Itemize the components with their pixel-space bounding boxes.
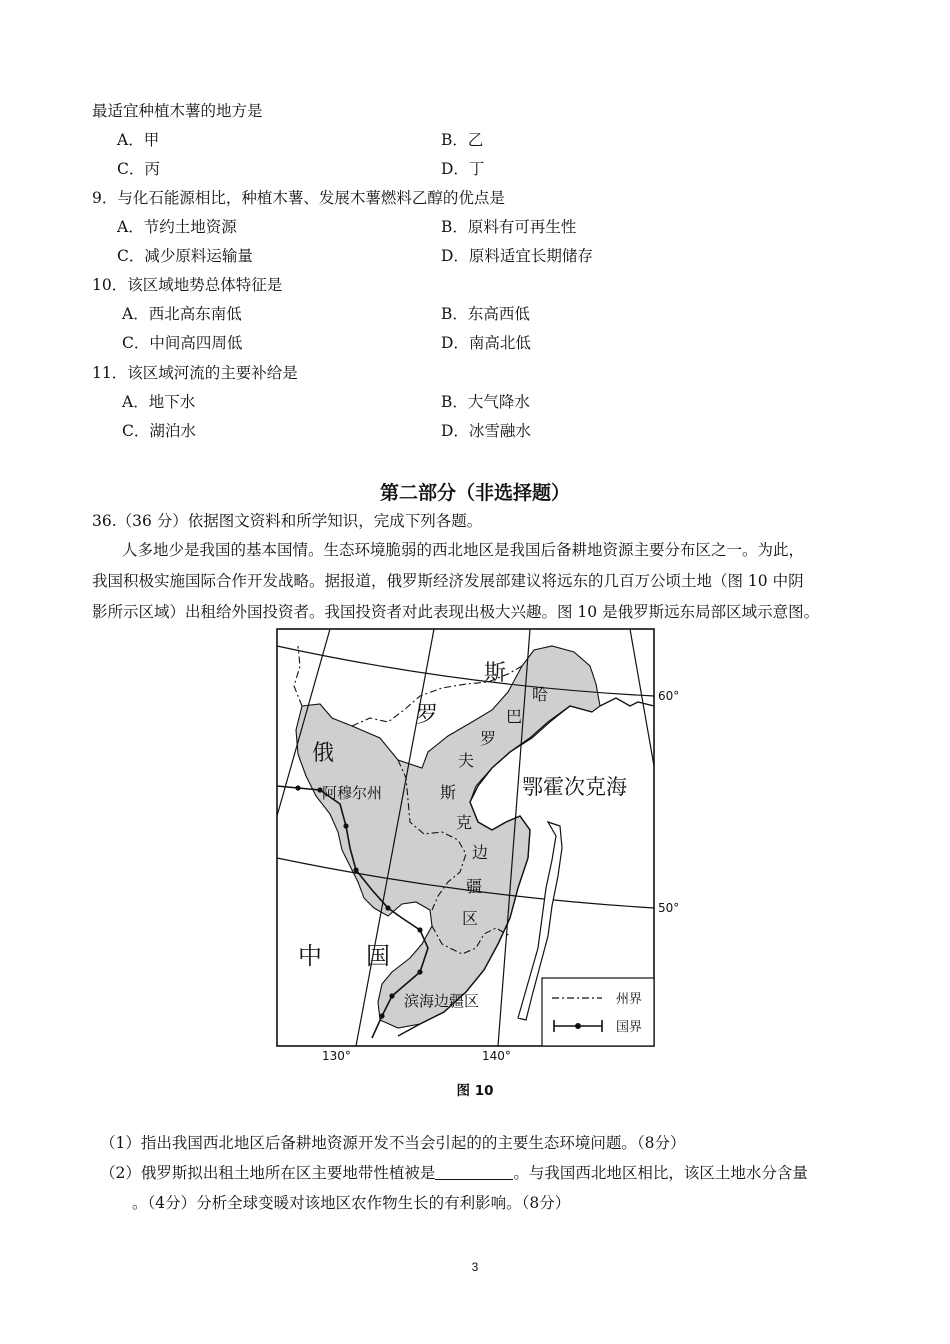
q11-option-a: A．地下水 (122, 393, 196, 411)
label-khabarovsk-7: 边 (472, 843, 489, 862)
label-khabarovsk-2: 巴 (506, 707, 523, 726)
q9-option-a: A．节约土地资源 (117, 218, 237, 236)
subquestion-1: （1）指出我国西北地区后备耕地资源开发不当会引起的的主要生态环境问题。（8分） (100, 1134, 686, 1152)
subquestion-2-line-1 (100, 1162, 808, 1184)
coastline-north (600, 698, 654, 706)
legend-state-border-label: 州界 (616, 992, 643, 1007)
label-khabarovsk-5: 斯 (440, 783, 457, 802)
q11-option-c: C．湖泊水 (122, 422, 196, 440)
label-china-2: 国 (366, 942, 390, 970)
subquestion-2-part-1: （2）俄罗斯拟出租土地所在区主要地带性植被是 (100, 1164, 436, 1182)
subquestion-2-line-2: 。（4分）分析全球变暖对该地区农作物生长的有利影响。（8分） (132, 1194, 571, 1212)
subquestion-2-part-2: 。与我国西北地区相比，该区土地水分含量 (513, 1164, 808, 1182)
label-lon-140: 140° (482, 1049, 511, 1063)
figure-caption: 图 10 (456, 1083, 494, 1099)
label-okhotsk-sea: 鄂霍次克海 (522, 775, 627, 799)
q36-paragraph-line-3: 影所示区域）出租给外国投资者。我国投资者对此表现出极大兴趣。图 10 是俄罗斯远东局部区域示意图。 (92, 603, 820, 621)
label-russia-1: 斯 (484, 661, 507, 686)
q9-option-c: C．减少原料运输量 (117, 247, 253, 265)
label-russia-2: 罗 (416, 703, 439, 728)
q11-option-d: D．冰雪融水 (441, 422, 531, 440)
legend-national-border-label: 国界 (616, 1020, 643, 1035)
answer-blank[interactable] (435, 1163, 513, 1180)
q10-option-b: B．东高西低 (441, 305, 530, 323)
q10-option-d: D．南高北低 (441, 334, 531, 352)
q9-option-d: D．原料适宜长期储存 (441, 247, 593, 265)
label-primorsky: 滨海边疆区 (404, 992, 480, 1010)
meridian-line-4 (630, 629, 654, 766)
label-lat-50: 50° (658, 901, 680, 915)
figure-10-map (270, 626, 690, 1066)
label-khabarovsk-1: 哈 (532, 685, 549, 704)
q11-stem: 11．该区域河流的主要补给是 (92, 364, 298, 382)
q8-stem-tail: 最适宜种植木薯的地方是 (92, 102, 263, 120)
q8-option-b: B．乙 (441, 131, 484, 149)
label-khabarovsk-9: 区 (462, 909, 479, 928)
q36-paragraph-line-2: 我国积极实施国际合作开发战略。据报道，俄罗斯经济发展部建议将远东的几百万公顷土地（图 10 中阴 (92, 572, 804, 590)
label-lat-60: 60° (658, 689, 680, 703)
legend-box (542, 978, 654, 1046)
label-lon-130: 130° (322, 1049, 351, 1063)
label-amur: 阿穆尔州 (322, 784, 383, 802)
q36-paragraph-line-1: 人多地少是我国的基本国情。生态环境脆弱的西北地区是我国后备耕地资源主要分布区之一。为此， (122, 541, 805, 559)
state-border-west (294, 646, 302, 706)
part2-title: 第二部分（非选择题） (379, 482, 570, 504)
q10-option-a: A．西北高东南低 (122, 305, 242, 323)
q36-stem: 36.（36 分）依据图文资料和所学知识，完成下列各题。 (92, 512, 483, 530)
label-khabarovsk-6: 克 (456, 813, 473, 832)
label-khabarovsk-8: 疆 (466, 877, 483, 896)
q8-option-a: A．甲 (117, 131, 160, 149)
parallel-60 (277, 646, 654, 696)
q10-option-c: C．中间高四周低 (122, 334, 243, 352)
q9-option-b: B．原料有可再生性 (441, 218, 577, 236)
q8-option-d: D．丁 (441, 160, 485, 178)
q10-stem: 10．该区域地势总体特征是 (92, 276, 283, 294)
shaded-rental-region (296, 646, 600, 1028)
q11-option-b: B．大气降水 (441, 393, 530, 411)
label-russia-3: 俄 (312, 741, 335, 766)
page-number: 3 (471, 1260, 479, 1274)
label-khabarovsk-3: 罗 (480, 729, 497, 748)
label-khabarovsk-4: 夫 (458, 751, 475, 770)
label-china-1: 中 (298, 942, 322, 970)
q9-stem: 9．与化石能源相比，种植木薯、发展木薯燃料乙醇的优点是 (92, 189, 505, 207)
q8-option-c: C．丙 (117, 160, 160, 178)
